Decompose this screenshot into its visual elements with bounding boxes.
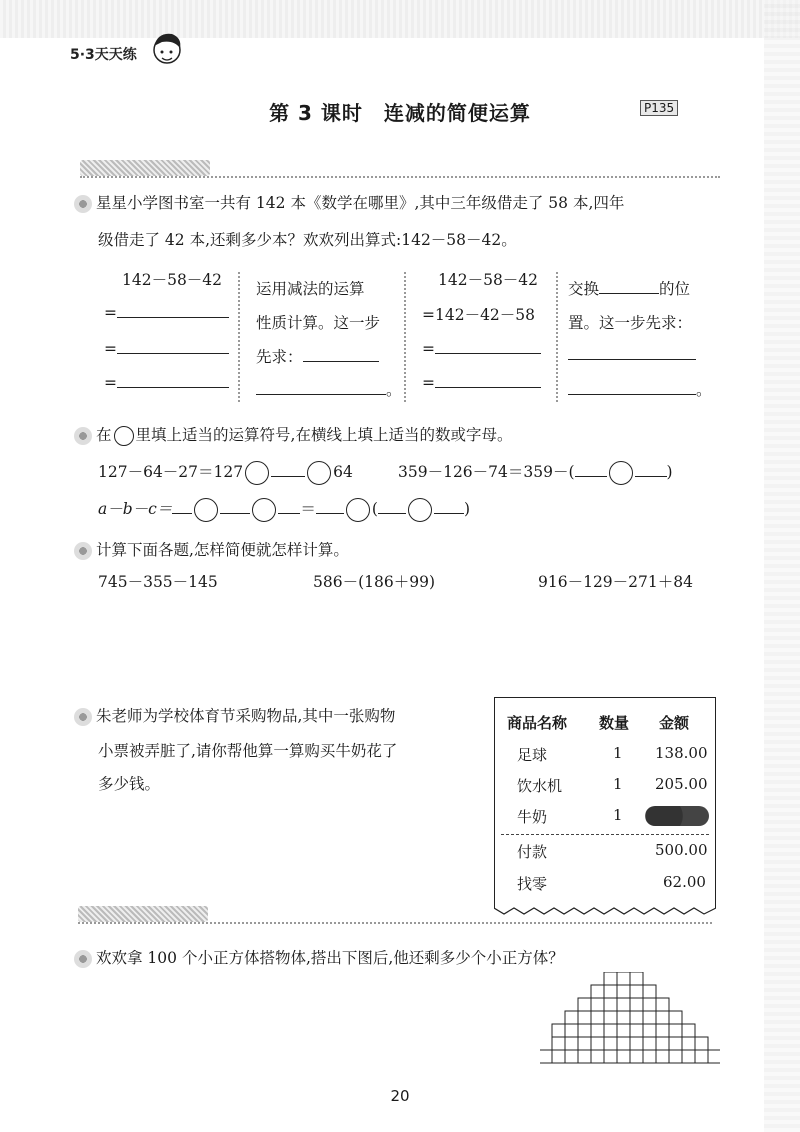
cube xyxy=(578,1024,591,1037)
section-header-bar xyxy=(78,906,712,924)
q1-right-note-4: 。 xyxy=(568,378,712,400)
q2-equation-3: a－b－c＝ ＝ ( ) xyxy=(98,497,470,522)
receipt-paid-value: 500.00 xyxy=(655,841,708,859)
operator-circle[interactable] xyxy=(408,498,432,522)
question-number-icon xyxy=(74,542,92,560)
cube xyxy=(682,1024,695,1037)
q1-left-step-1: = xyxy=(104,303,229,322)
q1-left-note-3: 先求： xyxy=(256,345,379,367)
receipt-change-label: 找零 xyxy=(517,875,548,893)
cube xyxy=(656,1011,669,1024)
cube xyxy=(565,1024,578,1037)
q1-right-step-2: = xyxy=(422,339,541,358)
receipt-item-amount: 205.00 xyxy=(655,775,708,793)
answer-blank[interactable] xyxy=(568,345,696,360)
cube xyxy=(578,1011,591,1024)
answer-blank[interactable] xyxy=(303,347,379,362)
cube xyxy=(630,998,643,1011)
cube xyxy=(552,1037,565,1050)
cube xyxy=(630,985,643,998)
answer-blank[interactable] xyxy=(172,499,192,514)
answer-blank[interactable] xyxy=(117,373,229,388)
q1-left-step-3: = xyxy=(104,373,229,392)
question-number-icon xyxy=(74,708,92,726)
operator-circle[interactable] xyxy=(307,461,331,485)
receipt-paid-label: 付款 xyxy=(517,843,548,861)
receipt-header-name: 商品名称 xyxy=(507,714,568,732)
answer-blank[interactable] xyxy=(378,499,406,514)
q4-line-1: 朱老师为学校体育节采购物品,其中一张购物 xyxy=(74,704,395,726)
answer-blank[interactable] xyxy=(435,373,541,388)
answer-blank[interactable] xyxy=(435,339,541,354)
brand-logo: 5·3天天练 xyxy=(70,47,137,63)
cube xyxy=(617,1037,630,1050)
operator-circle[interactable] xyxy=(245,461,269,485)
question-number-icon xyxy=(74,427,92,445)
answer-blank[interactable] xyxy=(117,339,229,354)
q1-left-note-4: 。 xyxy=(256,378,402,400)
receipt-item-amount: 138.00 xyxy=(655,744,708,762)
cube-stack-figure xyxy=(540,972,720,1064)
cube xyxy=(565,1037,578,1050)
cube xyxy=(617,1011,630,1024)
answer-blank[interactable] xyxy=(220,499,250,514)
q1-right-step-3: = xyxy=(422,373,541,392)
cube xyxy=(669,1037,682,1050)
answer-blank[interactable] xyxy=(434,499,464,514)
cube xyxy=(540,1050,552,1063)
q1-right-expression: 142－58－42 xyxy=(438,271,539,289)
q3-expression-3: 916－129－271＋84 xyxy=(538,573,693,591)
operator-circle[interactable] xyxy=(609,461,633,485)
right-decor-band xyxy=(764,0,800,1132)
receipt-item-qty: 1 xyxy=(613,806,623,824)
cube xyxy=(604,1037,617,1050)
receipt-item-qty: 1 xyxy=(613,775,623,793)
cube xyxy=(552,1050,565,1063)
question-number-icon xyxy=(74,950,92,968)
cube xyxy=(669,1050,682,1063)
cube xyxy=(682,1050,695,1063)
cube xyxy=(695,1037,708,1050)
q4-line-3: 多少钱。 xyxy=(98,775,161,793)
cube xyxy=(682,1037,695,1050)
q3-prompt: 计算下面各题,怎样简便就怎样计算。 xyxy=(74,538,349,560)
top-decor-band xyxy=(0,0,800,38)
q1-left-expression: 142－58－42 xyxy=(122,271,223,289)
cube xyxy=(630,1050,643,1063)
cube xyxy=(630,1011,643,1024)
q3-expression-1: 745－355－145 xyxy=(98,573,218,591)
cube xyxy=(643,1024,656,1037)
page-number: 20 xyxy=(390,1087,410,1105)
cube xyxy=(656,1024,669,1037)
cube xyxy=(630,972,643,985)
cube xyxy=(604,972,617,985)
operator-circle[interactable] xyxy=(252,498,276,522)
cube xyxy=(578,1037,591,1050)
divider xyxy=(238,272,240,402)
cube xyxy=(617,1050,630,1063)
q3-expression-2: 586－(186＋99) xyxy=(313,573,435,591)
cube xyxy=(617,972,630,985)
cube xyxy=(643,985,656,998)
divider xyxy=(556,272,558,402)
cube xyxy=(669,1011,682,1024)
page-reference: P135 xyxy=(640,100,678,116)
q1-line-2: 级借走了 42 本,还剩多少本？欢欢列出算式:142－58－42。 xyxy=(98,231,517,249)
cube xyxy=(643,1050,656,1063)
receipt-header-amount: 金额 xyxy=(659,714,690,732)
q2-prompt: 在 里填上适当的运算符号,在横线上填上适当的数或字母。 xyxy=(74,423,512,446)
receipt-item-name: 饮水机 xyxy=(517,777,563,795)
cube xyxy=(630,1037,643,1050)
cube xyxy=(708,1050,720,1063)
cartoon-boy-icon xyxy=(150,30,184,70)
answer-blank[interactable] xyxy=(635,462,667,477)
cube xyxy=(643,998,656,1011)
cube xyxy=(617,1024,630,1037)
q1-line-1: 星星小学图书室一共有 142 本《数学在哪里》,其中三年级借走了 58 本,四年 xyxy=(74,191,624,213)
q1-left-note-1: 运用减法的运算 xyxy=(256,280,365,298)
q2-equation-2: 359－126－74＝359－( ) xyxy=(398,460,673,485)
cube xyxy=(695,1050,708,1063)
cube xyxy=(656,1037,669,1050)
cube xyxy=(604,1024,617,1037)
cube xyxy=(591,998,604,1011)
operator-circle[interactable] xyxy=(346,498,370,522)
receipt xyxy=(494,697,716,908)
cube xyxy=(643,1011,656,1024)
receipt-item-name: 足球 xyxy=(517,746,548,764)
cube xyxy=(643,1037,656,1050)
cube xyxy=(591,1011,604,1024)
operator-circle[interactable] xyxy=(194,498,218,522)
section-header-bar xyxy=(80,160,720,178)
answer-blank[interactable] xyxy=(278,499,300,514)
symbol-circle-icon xyxy=(114,426,134,446)
cube xyxy=(565,1011,578,1024)
cube xyxy=(591,1050,604,1063)
q1-right-note-3 xyxy=(568,345,696,364)
receipt-change-value: 62.00 xyxy=(663,873,706,891)
q2-equation-1: 127－64－27＝127 64 xyxy=(98,460,353,485)
answer-blank[interactable] xyxy=(256,380,386,395)
cube xyxy=(669,1024,682,1037)
q1-left-step-2: = xyxy=(104,339,229,358)
cube xyxy=(630,1024,643,1037)
q4-line-2: 小票被弄脏了,请你帮他算一算购买牛奶花了 xyxy=(98,742,398,760)
cube xyxy=(591,1037,604,1050)
cube xyxy=(604,1050,617,1063)
answer-blank[interactable] xyxy=(316,499,344,514)
answer-blank[interactable] xyxy=(117,303,229,318)
cube xyxy=(591,985,604,998)
cube xyxy=(656,998,669,1011)
cube xyxy=(552,1024,565,1037)
answer-blank[interactable] xyxy=(568,380,696,395)
question-number-icon xyxy=(74,195,92,213)
cube xyxy=(578,1050,591,1063)
cube xyxy=(604,985,617,998)
cube xyxy=(656,1050,669,1063)
cube xyxy=(604,998,617,1011)
q1-right-note-1: 交换 的位 xyxy=(568,280,691,298)
receipt-item-name: 牛奶 xyxy=(517,808,548,826)
receipt-item-qty: 1 xyxy=(613,744,623,762)
cube xyxy=(617,985,630,998)
q1-left-note-2: 性质计算。这一步 xyxy=(256,314,381,332)
receipt-divider xyxy=(501,834,709,835)
cube xyxy=(604,1011,617,1024)
ink-stain-smudge xyxy=(645,806,709,826)
lesson-title: 第 3 课时 连减的简便运算 xyxy=(269,101,531,125)
answer-blank[interactable] xyxy=(599,279,659,294)
cube xyxy=(578,998,591,1011)
cube xyxy=(565,1050,578,1063)
cube xyxy=(617,998,630,1011)
answer-blank[interactable] xyxy=(575,462,607,477)
answer-blank[interactable] xyxy=(271,462,305,477)
q1-right-step-1: =142－42－58 xyxy=(422,306,536,324)
divider xyxy=(404,272,406,402)
q1-right-note-2: 置。这一步先求： xyxy=(568,314,693,332)
receipt-header-qty: 数量 xyxy=(599,714,630,732)
cube xyxy=(591,1024,604,1037)
q5-prompt: 欢欢拿 100 个小正方体搭物体,搭出下图后,他还剩多少个小正方体？ xyxy=(74,946,564,968)
